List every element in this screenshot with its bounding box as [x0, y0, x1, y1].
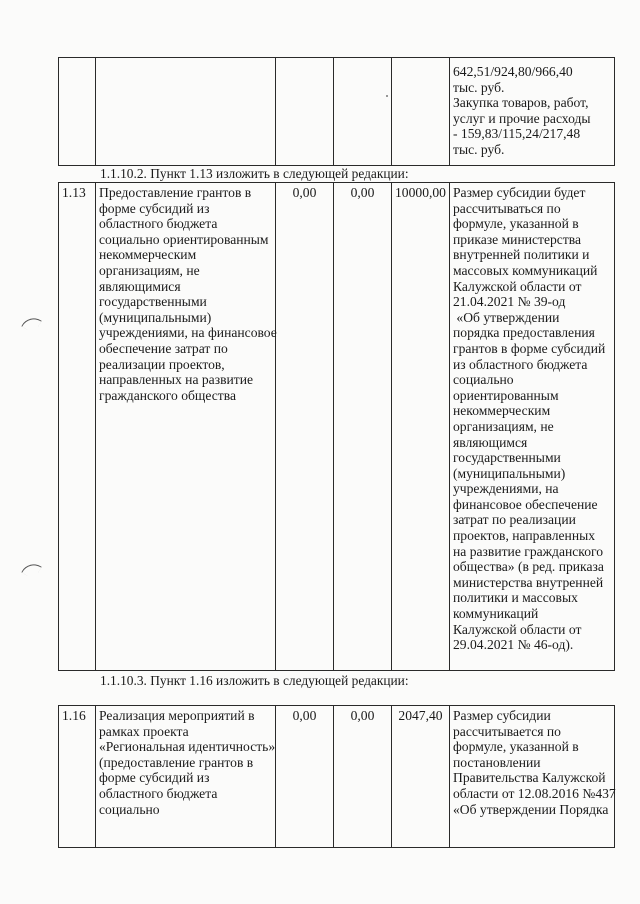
cell-value-3: 10000,00: [392, 183, 450, 671]
text-line: массовых коммуникаций: [453, 262, 598, 278]
text-line: организациям, не: [453, 418, 554, 434]
text-line: 642,51/924,80/966,40: [453, 64, 573, 79]
text-line: гражданского общества: [99, 387, 236, 403]
text-line: формуле, указанной в: [453, 216, 579, 232]
text-line: ориентированным: [453, 387, 559, 403]
continued-table: [58, 57, 615, 166]
text-line: услуг и прочие расходы: [453, 110, 591, 126]
text-line: форме субсидий из: [99, 770, 210, 786]
cell-name: [96, 58, 276, 166]
text-line: «Об утверждении Порядка: [453, 801, 609, 817]
table-row: [59, 706, 615, 848]
cell-value-2: 0,00: [334, 183, 392, 671]
text-line: Закупка товаров, работ,: [453, 95, 589, 111]
cell-description: [450, 706, 615, 848]
text-line: некоммерческим: [453, 403, 551, 419]
table-row: [59, 58, 615, 166]
text-line: государственными: [453, 450, 561, 466]
text-line: затрат по реализации: [453, 512, 576, 528]
text-line: (предоставление грантов в: [99, 754, 254, 770]
text-line: 29.04.2021 № 46-од).: [453, 637, 574, 653]
text-line: обеспечение затрат по: [99, 340, 228, 356]
text-line: социально ориентированным: [99, 231, 269, 247]
text-line: министерства внутренней: [453, 574, 604, 590]
text-line: Реализация мероприятий в: [99, 708, 255, 723]
section-heading-1-13: 1.1.10.2. Пункт 1.13 изложить в следующей редакции:: [100, 166, 409, 181]
text-line: форме субсидий из: [99, 200, 210, 216]
scan-speck: [386, 95, 388, 97]
text-line: организациям, не: [99, 262, 200, 278]
text-line: финансовое обеспечение: [453, 496, 598, 512]
cell-description: [450, 183, 615, 671]
text-line: из областного бюджета: [453, 356, 588, 372]
text-line: (муниципальными): [99, 309, 212, 325]
cell-num: 1.13: [59, 183, 96, 671]
text-line: внутренней политики и: [453, 247, 590, 263]
cell-num: 1.16: [59, 706, 96, 848]
text-line: Размер субсидии будет: [453, 185, 586, 200]
text-line: тыс. руб.: [453, 79, 505, 95]
cell-name: [96, 183, 276, 671]
cell-value-1: 0,00: [276, 706, 334, 848]
text-line: реализации проектов,: [99, 356, 225, 372]
binder-hole-mark: [21, 559, 41, 579]
text-line: порядка предоставления: [453, 325, 595, 341]
text-line: являющимися: [99, 278, 181, 294]
cell-value-3: 2047,40: [392, 706, 450, 848]
text-line: коммуникаций: [453, 606, 539, 622]
text-line: некоммерческим: [99, 247, 197, 263]
cell-value-3: [392, 58, 450, 166]
text-line: рамках проекта: [99, 723, 189, 739]
table-row-1-13: [58, 182, 615, 671]
text-line: приказе министерства: [453, 231, 582, 247]
text-line: тыс. руб.: [453, 141, 505, 157]
text-line: грантов в форме субсидий: [453, 340, 606, 356]
section-heading-1-16: 1.1.10.3. Пункт 1.16 изложить в следующей редакции:: [100, 673, 409, 688]
cell-num: [59, 58, 96, 166]
text-line: «Региональная идентичность»: [99, 739, 276, 755]
text-line: учреждениями, на финансовое: [99, 325, 277, 341]
text-line: учреждениями, на: [453, 481, 559, 497]
text-line: направленных на развитие: [99, 372, 254, 388]
text-line: Предоставление грантов в: [99, 185, 252, 200]
text-line: политики и массовых: [453, 590, 578, 606]
table-row: [59, 183, 615, 671]
cell-value-1: 0,00: [276, 183, 334, 671]
cell-name: [96, 706, 276, 848]
text-line: общества» (в ред. приказа: [453, 559, 604, 575]
binder-hole-mark: [21, 313, 41, 333]
text-line: «Об утверждении: [453, 309, 560, 325]
table-row-1-16: [58, 705, 615, 848]
text-line: рассчитываться по: [453, 200, 561, 216]
text-line: (муниципальными): [453, 465, 566, 481]
text-line: областного бюджета: [99, 216, 218, 232]
text-line: Калужской области от: [453, 621, 582, 637]
text-line: Калужской области от: [453, 278, 582, 294]
text-line: социально: [453, 372, 514, 388]
cell-value-2: 0,00: [334, 706, 392, 848]
cell-description: [450, 58, 615, 166]
cell-value-1: [276, 58, 334, 166]
text-line: области от 12.08.2016 №437: [453, 785, 616, 801]
text-line: формуле, указанной в: [453, 739, 579, 755]
text-line: рассчитывается по: [453, 723, 561, 739]
text-line: социально: [99, 801, 160, 817]
cell-value-2: [334, 58, 392, 166]
text-line: 21.04.2021 № 39-од: [453, 294, 566, 310]
text-line: Правительства Калужской: [453, 770, 606, 786]
text-line: на развитие гражданского: [453, 543, 604, 559]
text-line: являющимся: [453, 434, 528, 450]
text-line: - 159,83/115,24/217,48: [453, 126, 581, 142]
text-line: постановлении: [453, 754, 541, 770]
text-line: государственными: [99, 294, 207, 310]
text-line: областного бюджета: [99, 785, 218, 801]
text-line: проектов, направленных: [453, 528, 596, 544]
text-line: Размер субсидии: [453, 708, 551, 723]
